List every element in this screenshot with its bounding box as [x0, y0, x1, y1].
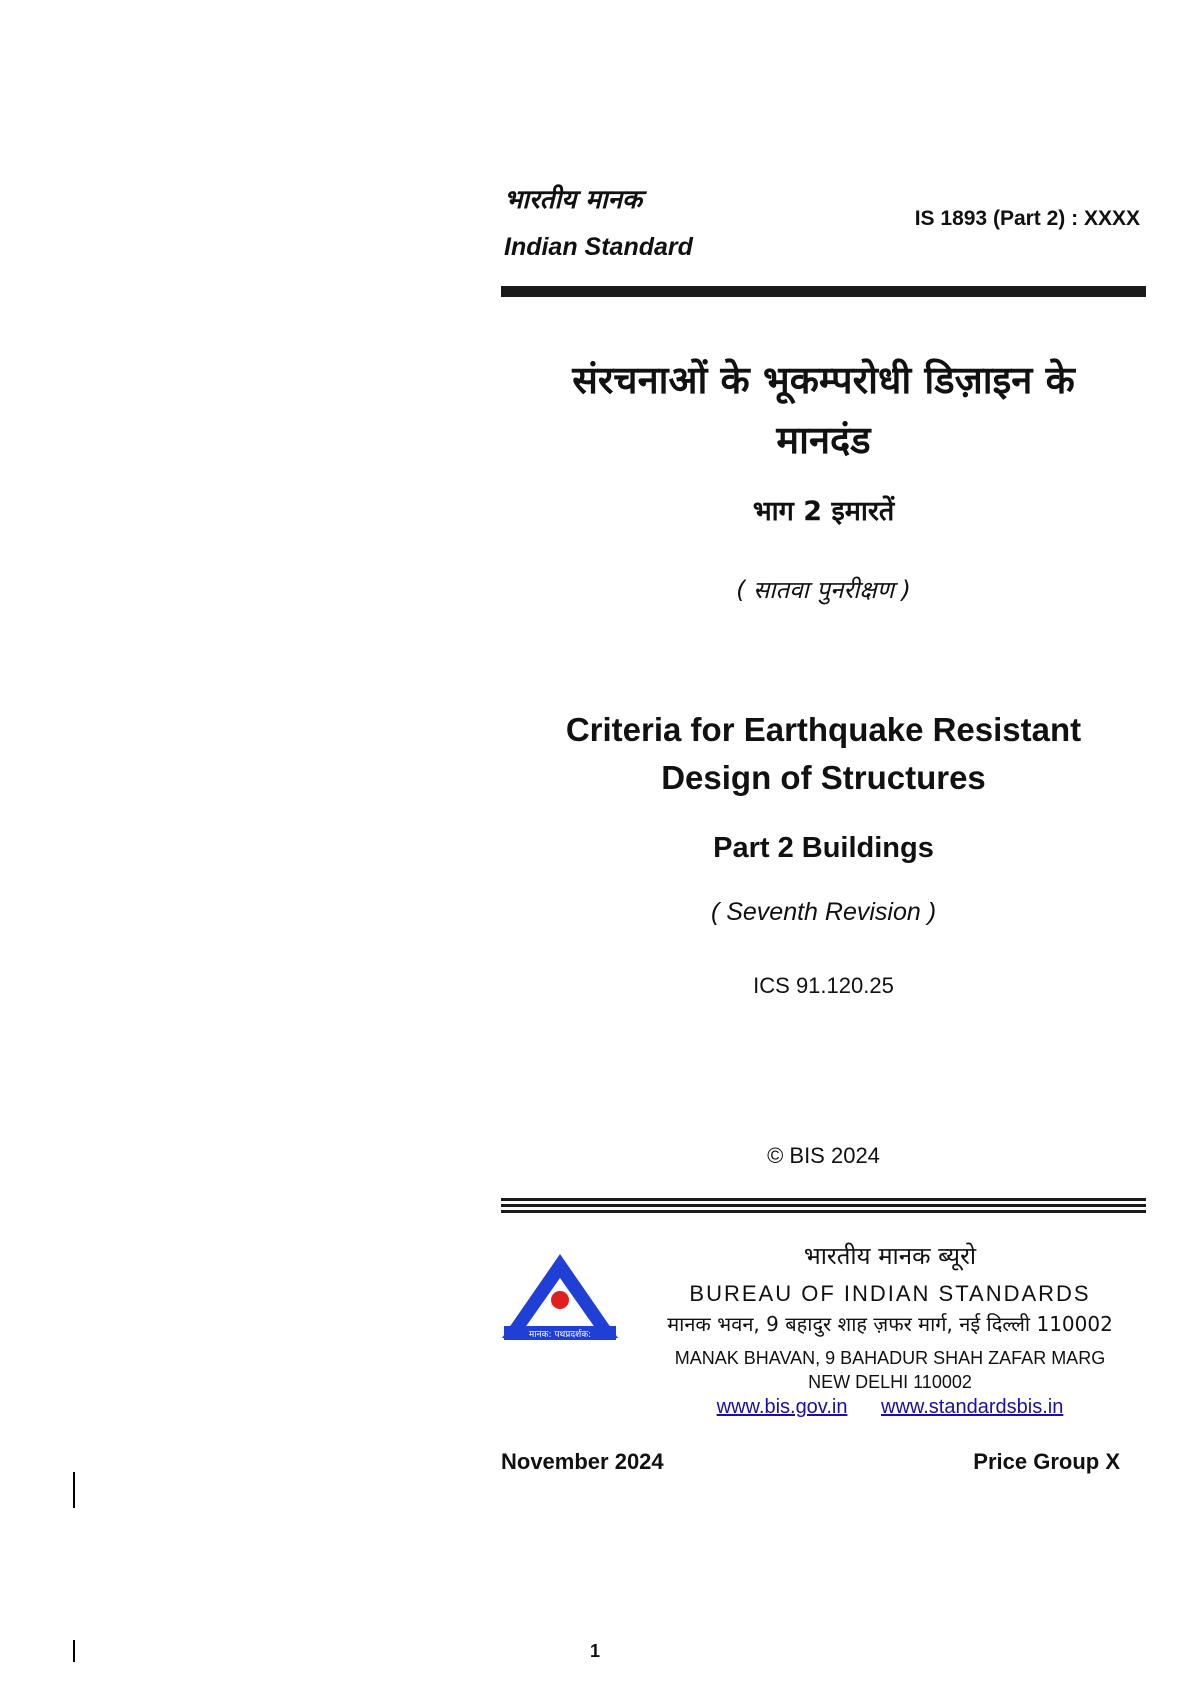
bis-website-link[interactable]: www.bis.gov.in [716, 1396, 848, 1418]
logo-dot [551, 1291, 569, 1309]
change-bar-2 [73, 1640, 75, 1662]
divider-rule-3 [501, 1210, 1146, 1213]
english-title [501, 706, 1146, 802]
english-title-line2: Design of Structures [661, 759, 986, 796]
price-group: Price Group X [973, 1449, 1120, 1474]
publisher-links [630, 1394, 1150, 1420]
is-code: IS 1893 (Part 2) : XXXX [914, 207, 1140, 230]
copyright: © BIS 2024 [767, 1143, 880, 1168]
change-bar-1 [73, 1472, 75, 1508]
publication-date: November 2024 [501, 1449, 664, 1474]
bis-logo-icon [500, 1250, 620, 1346]
hindi-part-title: भाग 2 इमारतें [752, 496, 895, 527]
hindi-standard-label: भारतीय मानक [504, 185, 643, 215]
hindi-title [501, 350, 1146, 470]
english-title-line1: Criteria for Earthquake Resistant [565, 711, 1082, 748]
standards-website-link[interactable]: www.standardsbis.in [881, 1396, 1064, 1418]
publisher-hindi-address: मानक भवन, 9 बहादुर शाह ज़फर मार्ग, नई दिल्ली 110002 [667, 1312, 1113, 1336]
divider-rule-2 [501, 1204, 1146, 1207]
publisher-address-line2: NEW DELHI 110002 [808, 1372, 972, 1392]
top-rule [501, 286, 1146, 297]
publisher-address-line1: MANAK BHAVAN, 9 BAHADUR SHAH ZAFAR MARG [674, 1348, 1106, 1368]
english-part-title: Part 2 Buildings [713, 832, 934, 864]
hindi-title-line1: संरचनाओं के भूकम्परोधी डिज़ाइन के [572, 358, 1075, 402]
publisher-english-name: BUREAU OF INDIAN STANDARDS [689, 1281, 1091, 1306]
logo-text: मानक: पथप्रदर्शक: [528, 1330, 592, 1340]
hindi-revision: ( सातवा पुनरीक्षण ) [736, 576, 911, 604]
ics-code: ICS 91.120.25 [753, 973, 894, 998]
publisher-hindi-name: भारतीय मानक ब्यूरो [803, 1242, 977, 1270]
divider-rule-1 [501, 1198, 1146, 1201]
english-revision: ( Seventh Revision ) [710, 898, 937, 926]
page-number: 1 [590, 1641, 601, 1661]
english-standard-label: Indian Standard [504, 233, 693, 261]
hindi-title-line2: मानदंड [776, 418, 871, 462]
